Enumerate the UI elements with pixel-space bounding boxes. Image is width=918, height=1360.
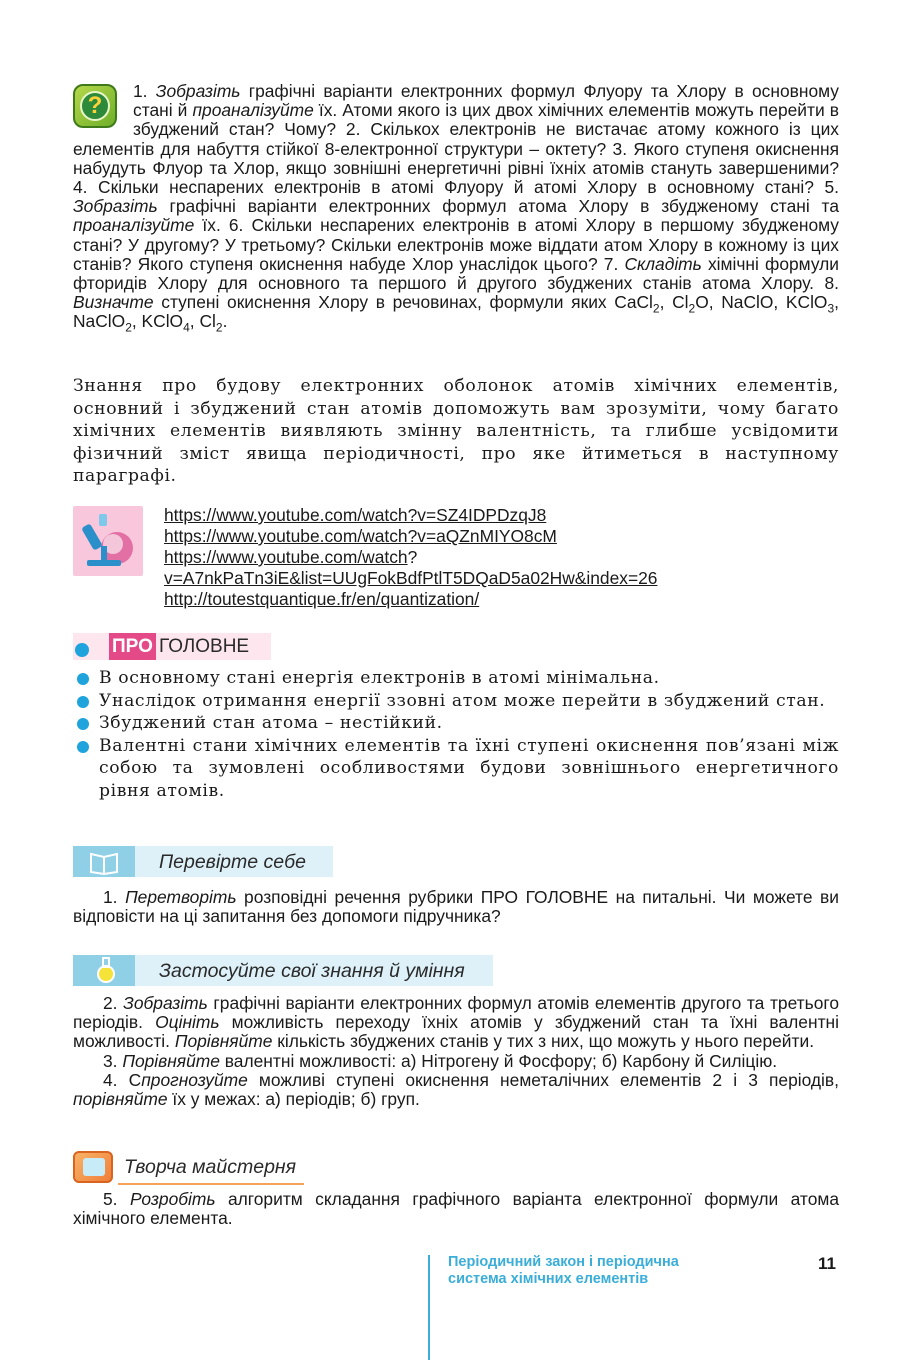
pro-label: ПРО bbox=[109, 633, 156, 660]
footer-divider bbox=[428, 1255, 430, 1360]
creative-icon bbox=[73, 1151, 113, 1183]
apply-knowledge-text: 2. Зобразіть графічні варіанти електронних формул атомів елементів другого та третього періодів. Оцініть можливість переходу їхніх атомів у збуджений стан та їхні валентні можливості. Порівняйте кількість збуджених станів у тих з них, що можуть у нього перейти. 3. Порівняйте валентні можливості: а) Нітрогену й Фосфору; б) Карбону й Силіцію. 4. Спрогнозуйте можливі ступені окиснення неметалічних елементів 2 і 3 періодів, порівняйте їх у межах: а) періодів; б) груп. bbox=[73, 993, 840, 1110]
question-icon: ? bbox=[73, 84, 117, 128]
link-toutestquantique[interactable]: http://toutestquantique.fr/en/quantization/ bbox=[164, 589, 480, 609]
microscope-icon bbox=[73, 506, 143, 576]
question-text: 1. Зобразіть графічні варіанти електронних формул Флуору та Хлору в основному стані й проаналізуйте їх. Атоми якого із цих двох хімічних елементів можуть перейти в збуджений стан? Чому? 2. Скількох електронів не вистачає атому кожного із цих елементів для набуття стійкої 8-електронної структури – октету? 3. Якого ступеня окиснення набудуть Флуор та Хлор, якщо зовнішні енергетичні рівні їхніх атомів стануть завершеними? 4. Скільки неспарених електронів в атомі Флуору й атомі Хлору в основному стані? 5. Зобразіть графічні варіанти електронних формул атома Хлору в збудженому стані та проаналізуйте їх. 6. Скільки неспарених електронів в атомі Хлору в першому збудженому стані? У другому? У третьому? Скільки електронів може віддати атом Хлору в кожному із цих станів? Якого ступеня окиснення набуде Хлор унаслідок цього? 7. Складіть хімічні формули фторидів Хлору для основного та першого й другого збуджених станів атома Хлору. 8. Визначте ступені окиснення Хлору в речовинах, формули яких CaCl$_2$, $Cl_2O$, NaClO, KClO$_3$, NaClO$_2$, KClO$_4$, $Cl_2$. bbox=[73, 81, 839, 335]
book-icon bbox=[73, 846, 135, 877]
page-number: 11 bbox=[818, 1254, 836, 1273]
link-youtube-1[interactable]: https://www.youtube.com/watch?v=SZ4IDPDzqJ8 bbox=[164, 505, 547, 525]
creative-workshop-title: Творча майстерня bbox=[124, 1156, 297, 1178]
list-item: В основному стані енергія електронів в атомі мінімальна. bbox=[73, 667, 839, 690]
check-yourself-title: Перевірте себе bbox=[159, 851, 306, 873]
golovne-label: ГОЛОВНЕ bbox=[159, 636, 250, 657]
creative-workshop-text: 5. Розробіть алгоритм складання графічного варіанта електронної формули атома хімічного елемента. bbox=[73, 1189, 839, 1229]
list-item: Збуджений стан атома – нестійкий. bbox=[73, 712, 839, 735]
links-list bbox=[164, 505, 864, 610]
key-points-list bbox=[73, 667, 839, 802]
check-yourself-header bbox=[73, 846, 333, 877]
link-youtube-3[interactable]: https://www.youtube.com/watch? v=A7nkPaTn3iE&list=UUgFokBdfPtlT5DQaD5a02Hw&index=26 bbox=[164, 547, 658, 588]
bullet-dot-icon bbox=[75, 643, 89, 657]
apply-knowledge-title: Застосуйте свої знання й уміння bbox=[159, 960, 465, 982]
link-youtube-2[interactable]: https://www.youtube.com/watch?v=aQZnMIYO8cM bbox=[164, 526, 557, 546]
apply-knowledge-header bbox=[73, 955, 493, 986]
flask-icon bbox=[73, 955, 135, 986]
summary-paragraph: Знання про будову електронних оболонок атомів хімічних елементів, основний і збуджений стан атомів допоможуть вам зрозуміти, чому багато хімічних елементів виявляють змінну валентність, та глибше усвідомити фізичний зміст явища періодичності, про яке йтиметься в наступному параграфі. bbox=[73, 376, 839, 486]
running-footer: Періодичний закон і періодична система хімічних елементів bbox=[448, 1254, 679, 1287]
creative-underline bbox=[118, 1183, 304, 1185]
list-item: Унаслідок отримання енергії ззовні атом може перейти в збуджений стан. bbox=[73, 690, 839, 713]
check-yourself-text: 1. Перетворіть розповідні речення рубрики ПРО ГОЛОВНЕ на питальні. Чи можете ви відповісти на ці запитання без допомоги підручника? bbox=[73, 887, 839, 927]
list-item: Валентні стани хімічних елементів та їхні ступені окиснення пов’язані між собою та зумовлені особливостями будови зовнішнього енергетичного рівня атомів. bbox=[73, 735, 839, 803]
